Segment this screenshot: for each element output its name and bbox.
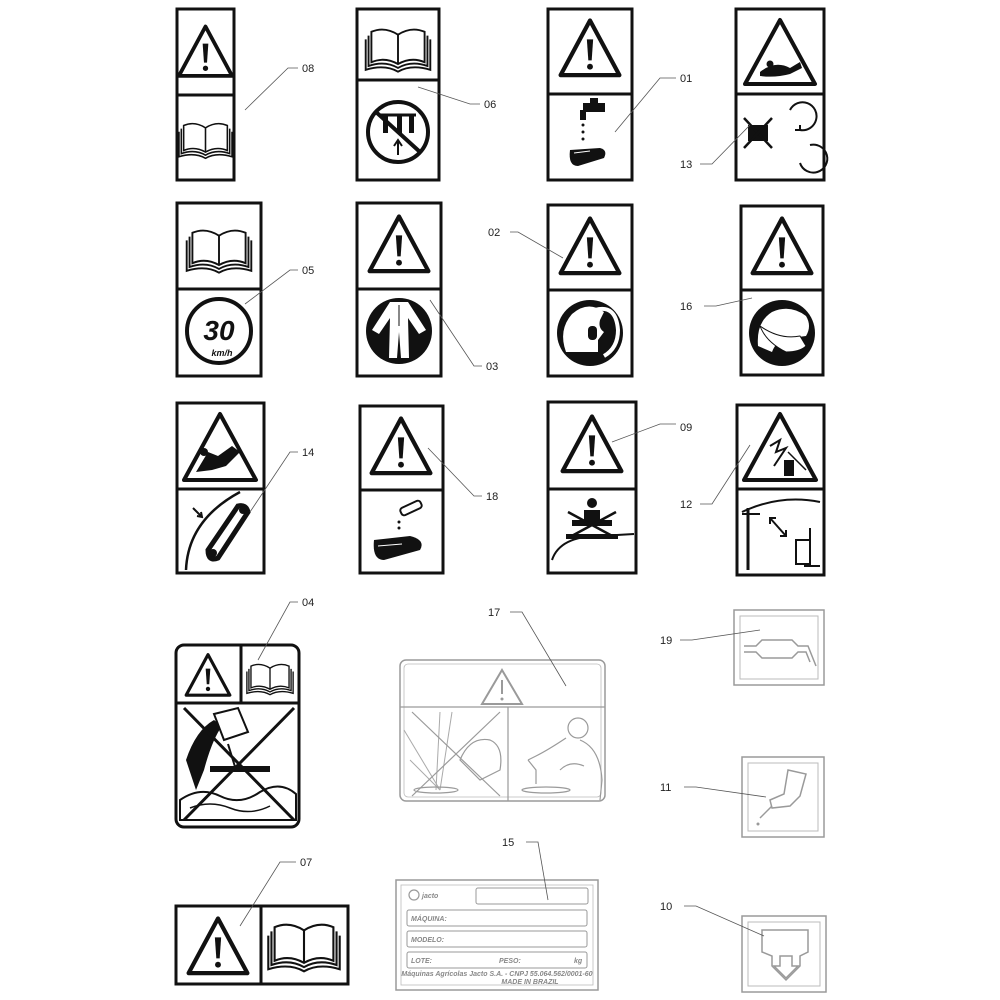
decal-18 <box>360 406 443 573</box>
decal-10 <box>742 916 826 992</box>
decal-02 <box>548 205 632 376</box>
origin-line: MADE IN BRAZIL <box>501 979 559 986</box>
callout-07: 07 <box>300 857 313 869</box>
machine-field-label: MÁQUINA: <box>411 916 447 923</box>
callout-05: 05 <box>302 265 315 277</box>
callout-12: 12 <box>680 499 693 511</box>
callout-03: 03 <box>486 361 499 373</box>
decal-17 <box>400 660 605 801</box>
decal-19 <box>734 610 824 685</box>
respirator-mask-icon <box>749 300 815 366</box>
callout-06: 06 <box>484 99 497 111</box>
callout-10: 10 <box>660 901 673 913</box>
brand-name: jacto <box>422 893 439 900</box>
callout-11: 11 <box>660 782 672 794</box>
speed-value: 30 <box>203 315 235 346</box>
hearing-protection-icon <box>557 300 623 366</box>
weight-field-label: PESO: <box>499 958 521 965</box>
decal-06 <box>357 9 439 180</box>
leader-08 <box>245 63 314 110</box>
decal-12 <box>737 405 824 575</box>
decal-07 <box>176 906 348 984</box>
decal-15-id-plate <box>396 880 598 990</box>
decal-08-art <box>177 9 234 180</box>
callout-02: 02 <box>488 227 501 239</box>
callout-16: 16 <box>680 301 693 313</box>
speed-unit: km/h <box>211 348 233 358</box>
callout-01: 01 <box>680 73 693 85</box>
lot-field-label: LOTE: <box>411 958 432 965</box>
decal-13 <box>736 9 827 180</box>
maker-line: Máquinas Agrícolas Jacto S.A. - CNPJ 55.064.562/0001-60 <box>401 971 593 978</box>
model-field-label: MODELO: <box>411 937 445 944</box>
protective-coverall-icon <box>366 298 432 364</box>
decal-05 <box>177 203 261 376</box>
decal-09 <box>548 402 636 573</box>
callout-15: 15 <box>502 837 515 849</box>
callout-18: 18 <box>486 491 499 503</box>
decal-11 <box>742 757 824 837</box>
callout-14: 14 <box>302 447 315 459</box>
no-riding-icon <box>368 102 428 162</box>
callout-08: 08 <box>302 63 315 75</box>
callout-17: 17 <box>488 607 501 619</box>
decal-16 <box>741 206 823 375</box>
speed-limit-icon <box>187 299 251 363</box>
callout-09: 09 <box>680 422 693 434</box>
decal-14 <box>177 403 264 573</box>
callout-19: 19 <box>660 635 673 647</box>
decal-04 <box>176 645 299 827</box>
callout-04: 04 <box>302 597 315 609</box>
decal-03 <box>357 203 441 376</box>
callout-13: 13 <box>680 159 693 171</box>
weight-unit: kg <box>574 958 583 965</box>
decal-01 <box>548 9 632 180</box>
